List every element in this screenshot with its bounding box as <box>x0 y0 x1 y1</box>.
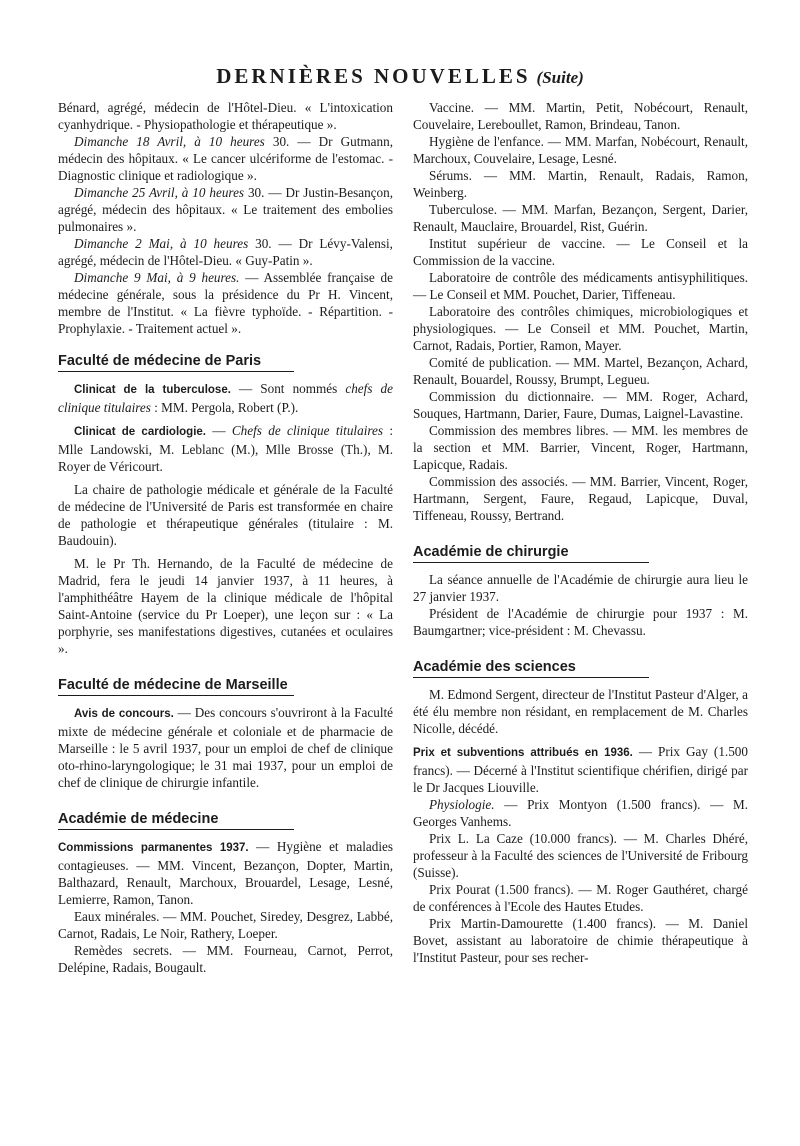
lead-text: Clinicat de cardiologie. <box>74 426 206 438</box>
paragraph: Remèdes secrets. — MM. Fourneau, Carnot, Perrot, Delépine, Radais, Bougault. <box>58 943 393 975</box>
paragraph: Clinicat de cardiologie. — Chefs de clinique titulaires : Mlle Landowski, M. Leblanc (M.), Mlle Brosse (Th.), M. Royer de Véricourt. <box>58 423 394 474</box>
paragraph: Prix Martin-Damourette (1.400 francs). — M. Daniel Bovet, assistant au laboratoire de chimie thérapeutique à l'Institut Pasteur, pour ses recher- <box>413 916 748 965</box>
section-heading: Académie des sciences <box>413 659 649 678</box>
paragraph: Physiologie. — Prix Montyon (1.500 francs). — M. Georges Vanhems. <box>413 797 748 829</box>
date-text: Dimanche 2 Mai, à 10 heures <box>74 236 249 251</box>
paragraph: Sérums. — MM. Martin, Renault, Radais, Ramon, Weinberg. <box>413 168 748 200</box>
paragraph: Bénard, agrégé, médecin de l'Hôtel-Dieu. « L'intoxication cyanhydrique. - Physiopathologie et thérapeutique ». <box>58 100 393 132</box>
paragraph: Commission du dictionnaire. — MM. Roger, Achard, Souques, Hartmann, Darier, Faure, Dumas, Laignel-Lavastine. <box>413 389 748 421</box>
paragraph: Prix L. La Caze (10.000 francs). — M. Charles Dhéré, professeur à la Faculté des sciences de l'Université de Fribourg (Suisse). <box>413 831 748 880</box>
date-text: Dimanche 18 Avril, à 10 heures <box>74 134 265 149</box>
lead-text: Avis de concours. <box>74 708 174 720</box>
paragraph: Vaccine. — MM. Martin, Petit, Nobécourt, Renault, Couvelaire, Lereboullet, Ramon, Brindeau, Tanon. <box>413 100 748 132</box>
paragraph: Commission des membres libres. — MM. les membres de la section et MM. Barrier, Vincent, Roger, Hartmann, Lapicque, Radais. <box>413 423 748 472</box>
title-text: DERNIÈRES NOUVELLES <box>216 64 531 88</box>
paragraph: Comité de publication. — MM. Martel, Bezançon, Achard, Renault, Bouardel, Roussy, Brumpt, Legueu. <box>413 355 748 387</box>
lead-text: Prix et subventions attribués en 1936. <box>413 747 633 759</box>
paragraph: Dimanche 2 Mai, à 10 heures 30. — Dr Lévy-Valensi, agrégé, médecin de l'Hôtel-Dieu. « Guy-Patin ». <box>58 236 393 268</box>
paragraph: La chaire de pathologie médicale et générale de la Faculté de médecine de l'Université de Paris est transformée en chaire de pathologie et thérapeutique générales (titulaire : M. Baudouin). <box>58 482 393 548</box>
paragraph: Hygiène de l'enfance. — MM. Marfan, Nobécourt, Renault, Marchoux, Couvelaire, Lesage, Lesné. <box>413 134 748 166</box>
lead-text: Clinicat de la tuberculose. <box>74 384 231 396</box>
right-column <box>413 99 748 966</box>
title-suite: (Suite) <box>536 68 584 87</box>
section-heading: Académie de chirurgie <box>413 544 649 563</box>
paragraph: Président de l'Académie de chirurgie pour 1937 : M. Baumgartner; vice-président : M. Chevassu. <box>413 606 748 638</box>
page-title <box>0 64 800 89</box>
paragraph: Dimanche 18 Avril, à 10 heures 30. — Dr Gutmann, médecin des hôpitaux. « Le cancer ulcériforme de l'estomac. - Diagnostic clinique et radiologique ». <box>58 134 393 183</box>
paragraph: Laboratoire des contrôles chimiques, microbiologiques et physiologiques. — Le Conseil et MM. Pouchet, Martin, Carnot, Radais, Portier, Ramon, Mayer. <box>413 304 748 353</box>
paragraph: Avis de concours. — Des concours s'ouvriront à la Faculté mixte de médecine générale et coloniale et de pharmacie de Marseille : le 5 avril 1937, pour un emploi de chef de clinique oto-rhino-laryngologique; le 31 mai 1937, pour un emploi de chef de clinique de chirurgie infantile. <box>58 705 393 790</box>
section-heading: Faculté de médecine de Marseille <box>58 677 294 696</box>
paragraph: Institut supérieur de vaccine. — Le Conseil et la Commission de la vaccine. <box>413 236 748 268</box>
date-text: Dimanche 25 Avril, à 10 heures <box>74 185 245 200</box>
paragraph: Clinicat de la tuberculose. — Sont nommés chefs de clinique titulaires : MM. Pergola, Robert (P.). <box>58 381 393 415</box>
paragraph: La séance annuelle de l'Académie de chirurgie aura lieu le 27 janvier 1937. <box>413 572 748 604</box>
paragraph: M. Edmond Sergent, directeur de l'Institut Pasteur d'Alger, a été élu membre non résidant, en remplacement de M. Charles Nicolle, décédé. <box>413 687 748 736</box>
paragraph: Eaux minérales. — MM. Pouchet, Siredey, Desgrez, Labbé, Carnot, Radais, Le Noir, Rathery, Loeper. <box>58 909 393 941</box>
section-heading: Académie de médecine <box>58 811 294 830</box>
paragraph: Laboratoire de contrôle des médicaments antisyphilitiques. — Le Conseil et MM. Pouchet, Darier, Tiffeneau. <box>413 270 748 302</box>
paragraph: Commission des associés. — MM. Barrier, Vincent, Roger, Hartmann, Sergent, Faure, Regaud, Lapicque, Duval, Tiffeneau, Roussy, Bertrand. <box>413 474 748 523</box>
lead-text: Commissions parmanentes 1937. <box>58 842 249 854</box>
section-heading: Faculté de médecine de Paris <box>58 353 294 372</box>
paragraph: Tuberculose. — MM. Marfan, Bezançon, Sergent, Darier, Renault, Mauclaire, Brouardel, Rist, Guérin. <box>413 202 748 234</box>
paragraph: Dimanche 9 Mai, à 9 heures. — Assemblée française de médecine générale, sous la présidence du Pr H. Vincent, membre de l'Institut. « La fièvre typhoïde. - Répartition. - Prophylaxie. - Traitement actuel ». <box>58 270 393 336</box>
paragraph: M. le Pr Th. Hernando, de la Faculté de médecine de Madrid, fera le jeudi 14 janvier 1937, à 11 heures, à l'amphithéâtre Hayem de la clinique médicale de l'hôpital Saint-Antoine (service du Pr Loeper), une leçon sur : « La porphyrie, ses manifestations digestives, cutanées et oculaires ». <box>58 556 393 656</box>
left-column <box>58 99 393 976</box>
date-text: Dimanche 9 Mai, à 9 heures. <box>74 270 240 285</box>
paragraph: Dimanche 25 Avril, à 10 heures 30. — Dr Justin-Besançon, agrégé, médecin des hôpitaux. « Le traitement des embolies pulmonaires ». <box>58 185 393 234</box>
paragraph: Prix Pourat (1.500 francs). — M. Roger Gauthéret, chargé de conférences à l'Ecole des Hautes Etudes. <box>413 882 748 914</box>
paragraph: Prix et subventions attribués en 1936. — Prix Gay (1.500 francs). — Décerné à l'Institut scientifique chérifien, dirigé par le Dr Jacques Liouville. <box>413 744 748 795</box>
category-label: Physiologie. <box>429 797 495 812</box>
paragraph: Commissions parmanentes 1937. — Hygiène et maladies contagieuses. — MM. Vincent, Bezançon, Dopter, Martin, Balthazard, Renault, Marchoux, Brouardel, Lesage, Lesné, Lemierre, Ramon, Tanon. <box>58 839 393 907</box>
